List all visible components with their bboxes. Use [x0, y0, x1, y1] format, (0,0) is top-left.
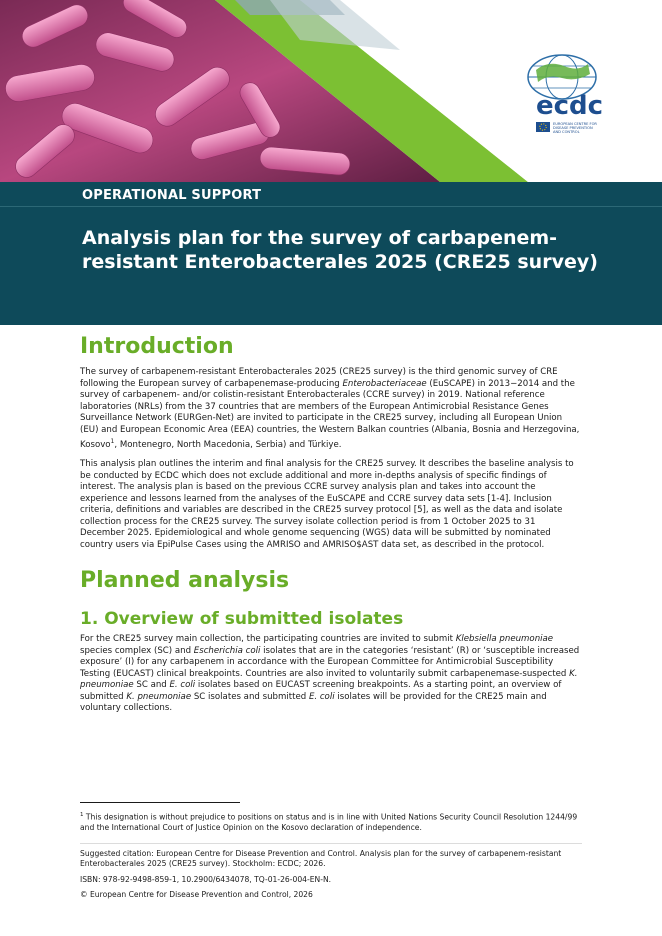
eu-flag-icon: [536, 122, 550, 132]
ecdc-logo: [518, 52, 618, 142]
planned-analysis-heading: Planned analysis: [80, 568, 290, 593]
copyright-line: © European Centre for Disease Prevention and Control, 2026: [80, 890, 313, 899]
ecdc-wordmark: ecdc: [536, 91, 604, 121]
divider: [80, 843, 582, 844]
footnote-rule: [80, 802, 240, 803]
introduction-paragraph-2: This analysis plan outlines the interim and final analysis for the CRE25 survey. It describes the baseline analysis to be conducted by ECDC which does not exclude additional and more in-depths analysis of specific findings of interest. The analysis plan is based on the previous CCRE survey analysis plan and takes into account the experience and lessons learned from the analyses of the EuSCAPE and CCRE survey data sets [1-4]. Inclusion criteria, definitions and variables are described in the CRE25 survey protocol [5], as well as the data and isolate collection process for the CRE25 survey. The survey isolate collection period is from 1 October 2025 to 31 December 2025. Epidemiological and whole genome sequencing (WGS) data will be submitted by nominated country users via EpiPulse Cases using the AMRISO and AMRISO$AST data set, as described in the protocol.: [80, 459, 574, 550]
document-title: Analysis plan for the survey of carbapenem-resistant Enterobacterales 2025 (CRE25 survey): [82, 227, 598, 273]
footnote: $^1$ This designation is without prejudice to positions on status and is in line with United Nations Security Council Resolution 1244/99 and the International Court of Justice Opinion on the Kosovo declaration of independence.: [80, 812, 578, 832]
isbn-line: ISBN: 978-92-9498-859-1, 10.2900/6434078, TQ-01-26-004-EN-N.: [80, 875, 332, 884]
introduction-heading: Introduction: [80, 334, 234, 359]
suggested-citation: Suggested citation: European Centre for Disease Prevention and Control. Analysis plan for the survey of carbapenem-resistant Enterobacterales 2025 (CRE25 survey). Stockholm: ECDC; 2026.: [80, 849, 562, 868]
logo-org-line2: DISEASE PREVENTION: [553, 126, 593, 130]
logo-org-line3: AND CONTROL: [553, 130, 580, 134]
divider: [0, 206, 662, 207]
section-label: OPERATIONAL SUPPORT: [82, 188, 262, 203]
introduction-paragraph-1: The survey of carbapenem-resistant Enterobacterales 2025 (CRE25 survey) is the third genomic survey of CRE following the European survey of carbapenemase-producing Enterobacteriaceae (EuSCAPE) in 2013−2014 and the survey of carbapenem- and/or colistin-resistant Enterobacterales (CCRE survey) in 2019. National reference laboratories (NRLs) from the 37 countries that are members of the European Antimicrobial Resistance Genes Surveillance Network (EURGen-Net) are invited to participate in the CRE25 survey, including all European Union (EU) and European Economic Area (EEA) countries, the Western Balkan countries (Albania, Bosnia and Herzegovina, Kosovo$^1$, Montenegro, North Macedonia, Serbia) and Türkiye.: [80, 367, 580, 450]
overview-paragraph: For the CRE25 survey main collection, the participating countries are invited to submit Klebsiella pneumoniae species complex (SC) and Escherichia coli isolates that are in the categories ‘resistant’ (R) or ‘susceptible increased exposure’ (I) for any carbapenem in accordance with the European Committee for Antimicrobial Susceptibility Testing (EUCAST) clinical breakpoints. Countries are also invited to voluntarily submit carbapenemase-suspected K. pneumoniae SC and E. coli isolates based on EUCAST screening breakpoints. As a starting point, an overview of submitted K. pneumoniae SC isolates and submitted E. coli isolates will be provided for the CRE25 main and voluntary collections.: [80, 634, 580, 713]
footnote-marker: 1: [110, 438, 115, 445]
overview-subheading: 1. Overview of submitted isolates: [80, 609, 404, 629]
logo-org-line1: EUROPEAN CENTRE FOR: [553, 122, 597, 126]
